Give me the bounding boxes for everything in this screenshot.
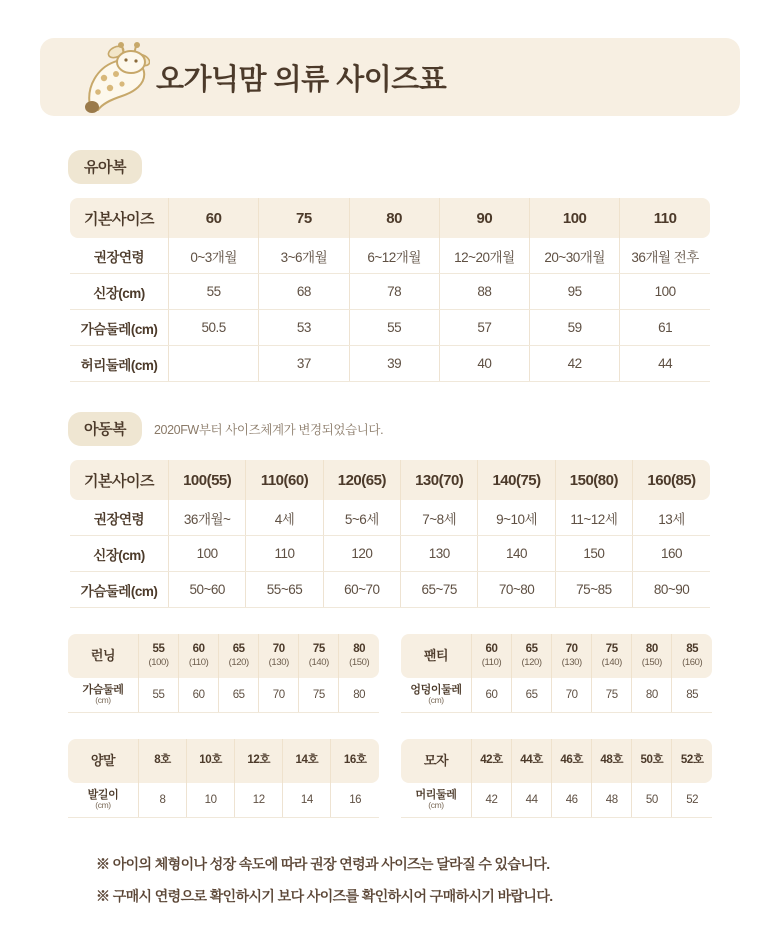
mini-0-h2-main: 65 (232, 643, 245, 656)
mini-tables-row-1 (40, 634, 740, 713)
mini-0-h2-sub: (120) (228, 656, 249, 668)
mini-1-h4-main: 80 (645, 643, 658, 656)
baby-row-2-label: 가슴둘레(cm) (70, 310, 169, 346)
baby-size-75: 75 (259, 198, 349, 238)
mini-2-v3: 14 (283, 783, 331, 818)
mini-2-label: 양말 (68, 739, 139, 783)
mini-1-h1-sub: (120) (521, 656, 542, 668)
baby-row-3-v4: 42 (530, 346, 620, 382)
mini-0-v3: 70 (259, 678, 299, 713)
kids-row-1-v6: 160 (633, 536, 710, 572)
kids-row-2-v0: 50~60 (169, 572, 246, 608)
mini-header-row (68, 634, 379, 678)
kids-section-chip: 아동복 (68, 412, 142, 446)
mini-0-v5: 80 (339, 678, 379, 713)
kids-row-2-v3: 65~75 (401, 572, 478, 608)
mini-3-v4: 50 (632, 783, 672, 818)
mini-2-v2: 12 (235, 783, 283, 818)
mini-0-h3-sub: (130) (268, 656, 289, 668)
mini-table-panty (401, 634, 712, 713)
kids-size-130: 130(70) (401, 460, 478, 500)
kids-size-150: 150(80) (555, 460, 632, 500)
mini-1-h5-sub: (160) (682, 656, 703, 668)
mini-2-h1: 10호 (187, 739, 235, 783)
mini-3-rowlabel-unit: (cm) (428, 800, 444, 811)
mini-3-h3: 48호 (592, 739, 632, 783)
mini-1-h0-main: 60 (485, 643, 498, 656)
mini-1-h0-sub: (110) (481, 656, 502, 668)
giraffe-icon (64, 38, 150, 116)
baby-table-header-row (70, 198, 710, 238)
table-row (68, 783, 379, 818)
mini-1-h1-main: 65 (525, 643, 538, 656)
kids-row-2-v2: 60~70 (323, 572, 400, 608)
baby-section-chip: 유아복 (68, 150, 142, 184)
mini-2-h2: 12호 (235, 739, 283, 783)
kids-col-label: 기본사이즈 (70, 460, 169, 500)
mini-0-label: 런닝 (68, 634, 139, 678)
mini-0-h0-main: 55 (152, 643, 165, 656)
mini-1-rowlabel-text: 엉덩이둘레 (410, 684, 462, 697)
baby-size-table (70, 198, 710, 382)
mini-0-h4-sub: (140) (308, 656, 329, 668)
baby-size-90: 90 (439, 198, 529, 238)
mini-3-v3: 48 (592, 783, 632, 818)
kids-row-0-label: 권장연령 (70, 500, 169, 536)
table-row (401, 678, 712, 713)
baby-row-0-v3: 12~20개월 (439, 238, 529, 274)
mini-0-h0-sub: (100) (148, 656, 169, 668)
kids-size-110: 110(60) (246, 460, 323, 500)
mini-0-h0 (139, 634, 179, 678)
baby-row-0-v5: 36개월 전후 (620, 238, 710, 274)
mini-1-v3: 75 (592, 678, 632, 713)
baby-row-1-v0: 55 (169, 274, 259, 310)
kids-row-0-v5: 11~12세 (555, 500, 632, 536)
mini-3-h2: 46호 (552, 739, 592, 783)
mini-1-h3-sub: (140) (601, 656, 622, 668)
mini-1-label: 팬티 (401, 634, 472, 678)
table-row (68, 678, 379, 713)
mini-3-h1: 44호 (512, 739, 552, 783)
baby-row-2-v2: 55 (349, 310, 439, 346)
mini-1-rowlabel-unit: (cm) (428, 695, 444, 706)
kids-size-140: 140(75) (478, 460, 555, 500)
kids-section-note: 2020FW부터 사이즈체계가 변경되었습니다. (153, 423, 384, 437)
baby-row-3-label: 허리둘레(cm) (70, 346, 169, 382)
table-row (70, 310, 710, 346)
baby-row-3-v3: 40 (439, 346, 529, 382)
mini-2-rowlabel-text: 발길이 (87, 789, 119, 802)
baby-col-label: 기본사이즈 (70, 198, 169, 238)
kids-row-2-v4: 70~80 (478, 572, 555, 608)
mini-0-h3 (259, 634, 299, 678)
baby-row-0-v0: 0~3개월 (169, 238, 259, 274)
note-line-2: ※ 구매시 연령으로 확인하시기 보다 사이즈를 확인하시어 구매하시기 바랍니다. (96, 888, 553, 904)
mini-table-hat (401, 739, 712, 818)
baby-row-1-v1: 68 (259, 274, 349, 310)
mini-1-h5-main: 85 (686, 643, 699, 656)
mini-1-v5: 85 (672, 678, 712, 713)
baby-row-0-v2: 6~12개월 (349, 238, 439, 274)
baby-row-1-v5: 100 (620, 274, 710, 310)
baby-row-3-v2: 39 (349, 346, 439, 382)
baby-size-60: 60 (169, 198, 259, 238)
mini-header-row (401, 634, 712, 678)
kids-row-2-label: 가슴둘레(cm) (70, 572, 169, 608)
mini-3-label: 모자 (401, 739, 472, 783)
mini-0-rowlabel-text: 가슴둘레 (82, 684, 124, 697)
mini-3-h5: 52호 (672, 739, 712, 783)
kids-row-1-label: 신장(cm) (70, 536, 169, 572)
kids-row-1-v4: 140 (478, 536, 555, 572)
baby-row-0-v1: 3~6개월 (259, 238, 349, 274)
table-row (70, 238, 710, 274)
mini-0-h5 (339, 634, 379, 678)
kids-size-160: 160(85) (633, 460, 710, 500)
mini-1-h5 (672, 634, 712, 678)
mini-1-v0: 60 (472, 678, 512, 713)
mini-3-v0: 42 (472, 783, 512, 818)
mini-0-h4-main: 75 (312, 643, 325, 656)
mini-1-h2-main: 70 (565, 643, 578, 656)
mini-table-running (68, 634, 379, 713)
table-row (70, 346, 710, 382)
kids-row-0-v4: 9~10세 (478, 500, 555, 536)
kids-row-1-v2: 120 (323, 536, 400, 572)
baby-size-80: 80 (349, 198, 439, 238)
kids-row-1-v0: 100 (169, 536, 246, 572)
kids-row-0-v3: 7~8세 (401, 500, 478, 536)
baby-row-3-v5: 44 (620, 346, 710, 382)
footer-notes (40, 854, 740, 906)
mini-2-h4: 16호 (331, 739, 379, 783)
mini-0-v1: 60 (179, 678, 219, 713)
mini-1-v1: 65 (512, 678, 552, 713)
mini-3-h4: 50호 (632, 739, 672, 783)
mini-1-v2: 70 (552, 678, 592, 713)
mini-1-h4 (632, 634, 672, 678)
mini-2-v1: 10 (187, 783, 235, 818)
table-row (70, 500, 710, 536)
mini-0-v4: 75 (299, 678, 339, 713)
mini-2-rowlabel (68, 783, 139, 818)
mini-3-h0: 42호 (472, 739, 512, 783)
mini-2-rowlabel-unit: (cm) (95, 800, 111, 811)
mini-1-h4-sub: (150) (641, 656, 662, 668)
mini-1-h1 (512, 634, 552, 678)
mini-0-h1-sub: (110) (188, 656, 209, 668)
mini-1-h2 (552, 634, 592, 678)
kids-table-header-row (70, 460, 710, 500)
kids-row-2-v5: 75~85 (555, 572, 632, 608)
mini-0-rowlabel (68, 678, 139, 713)
mini-0-v0: 55 (139, 678, 179, 713)
mini-3-v5: 52 (672, 783, 712, 818)
size-chart-page (0, 38, 780, 933)
baby-row-2-v0: 50.5 (169, 310, 259, 346)
kids-row-2-v1: 55~65 (246, 572, 323, 608)
mini-0-h5-main: 80 (353, 643, 366, 656)
mini-header-row (68, 739, 379, 783)
table-row (70, 536, 710, 572)
baby-row-2-v5: 61 (620, 310, 710, 346)
baby-row-3-v1: 37 (259, 346, 349, 382)
note-line-1: ※ 아이의 체형이나 성장 속도에 따라 권장 연령과 사이즈는 달라질 수 있습니다. (96, 856, 550, 872)
table-row (401, 783, 712, 818)
mini-1-h3 (592, 634, 632, 678)
mini-0-h4 (299, 634, 339, 678)
baby-row-2-v4: 59 (530, 310, 620, 346)
kids-row-0-v2: 5~6세 (323, 500, 400, 536)
mini-3-v2: 46 (552, 783, 592, 818)
mini-2-h0: 8호 (139, 739, 187, 783)
mini-0-h1 (179, 634, 219, 678)
mini-1-h2-sub: (130) (561, 656, 582, 668)
mini-0-h3-main: 70 (272, 643, 285, 656)
mini-2-v4: 16 (331, 783, 379, 818)
mini-tables-row-2 (40, 739, 740, 818)
baby-row-1-v3: 88 (439, 274, 529, 310)
baby-size-100: 100 (530, 198, 620, 238)
baby-row-0-label: 권장연령 (70, 238, 169, 274)
baby-size-110: 110 (620, 198, 710, 238)
baby-row-0-v4: 20~30개월 (530, 238, 620, 274)
mini-3-rowlabel-text: 머리둘레 (415, 789, 457, 802)
mini-0-h5-sub: (150) (349, 656, 370, 668)
kids-row-1-v5: 150 (555, 536, 632, 572)
mini-table-socks (68, 739, 379, 818)
table-row (70, 274, 710, 310)
baby-row-1-v2: 78 (349, 274, 439, 310)
kids-size-120: 120(65) (323, 460, 400, 500)
baby-row-3-v0 (169, 346, 259, 382)
baby-row-2-v3: 57 (439, 310, 529, 346)
kids-row-1-v1: 110 (246, 536, 323, 572)
page-title: 오가닉맘 의류 사이즈표 (156, 63, 447, 96)
kids-row-1-v3: 130 (401, 536, 478, 572)
kids-row-0-v6: 13세 (633, 500, 710, 536)
mini-3-v1: 44 (512, 783, 552, 818)
page-header (40, 38, 740, 116)
mini-0-h2 (219, 634, 259, 678)
mini-1-v4: 80 (632, 678, 672, 713)
mini-2-h3: 14호 (283, 739, 331, 783)
mini-0-rowlabel-unit: (cm) (95, 695, 111, 706)
kids-row-0-v1: 4세 (246, 500, 323, 536)
mini-header-row (401, 739, 712, 783)
mini-1-h3-main: 75 (605, 643, 618, 656)
mini-2-v0: 8 (139, 783, 187, 818)
kids-size-100: 100(55) (169, 460, 246, 500)
mini-1-rowlabel (401, 678, 472, 713)
baby-row-1-label: 신장(cm) (70, 274, 169, 310)
baby-row-2-v1: 53 (259, 310, 349, 346)
table-row (70, 572, 710, 608)
baby-row-1-v4: 95 (530, 274, 620, 310)
kids-size-table (70, 460, 710, 608)
kids-row-2-v6: 80~90 (633, 572, 710, 608)
kids-row-0-v0: 36개월~ (169, 500, 246, 536)
mini-1-h0 (472, 634, 512, 678)
baby-section-head (40, 150, 740, 184)
mini-0-v2: 65 (219, 678, 259, 713)
mini-3-rowlabel (401, 783, 472, 818)
mini-0-h1-main: 60 (192, 643, 205, 656)
kids-section-head (40, 412, 740, 446)
